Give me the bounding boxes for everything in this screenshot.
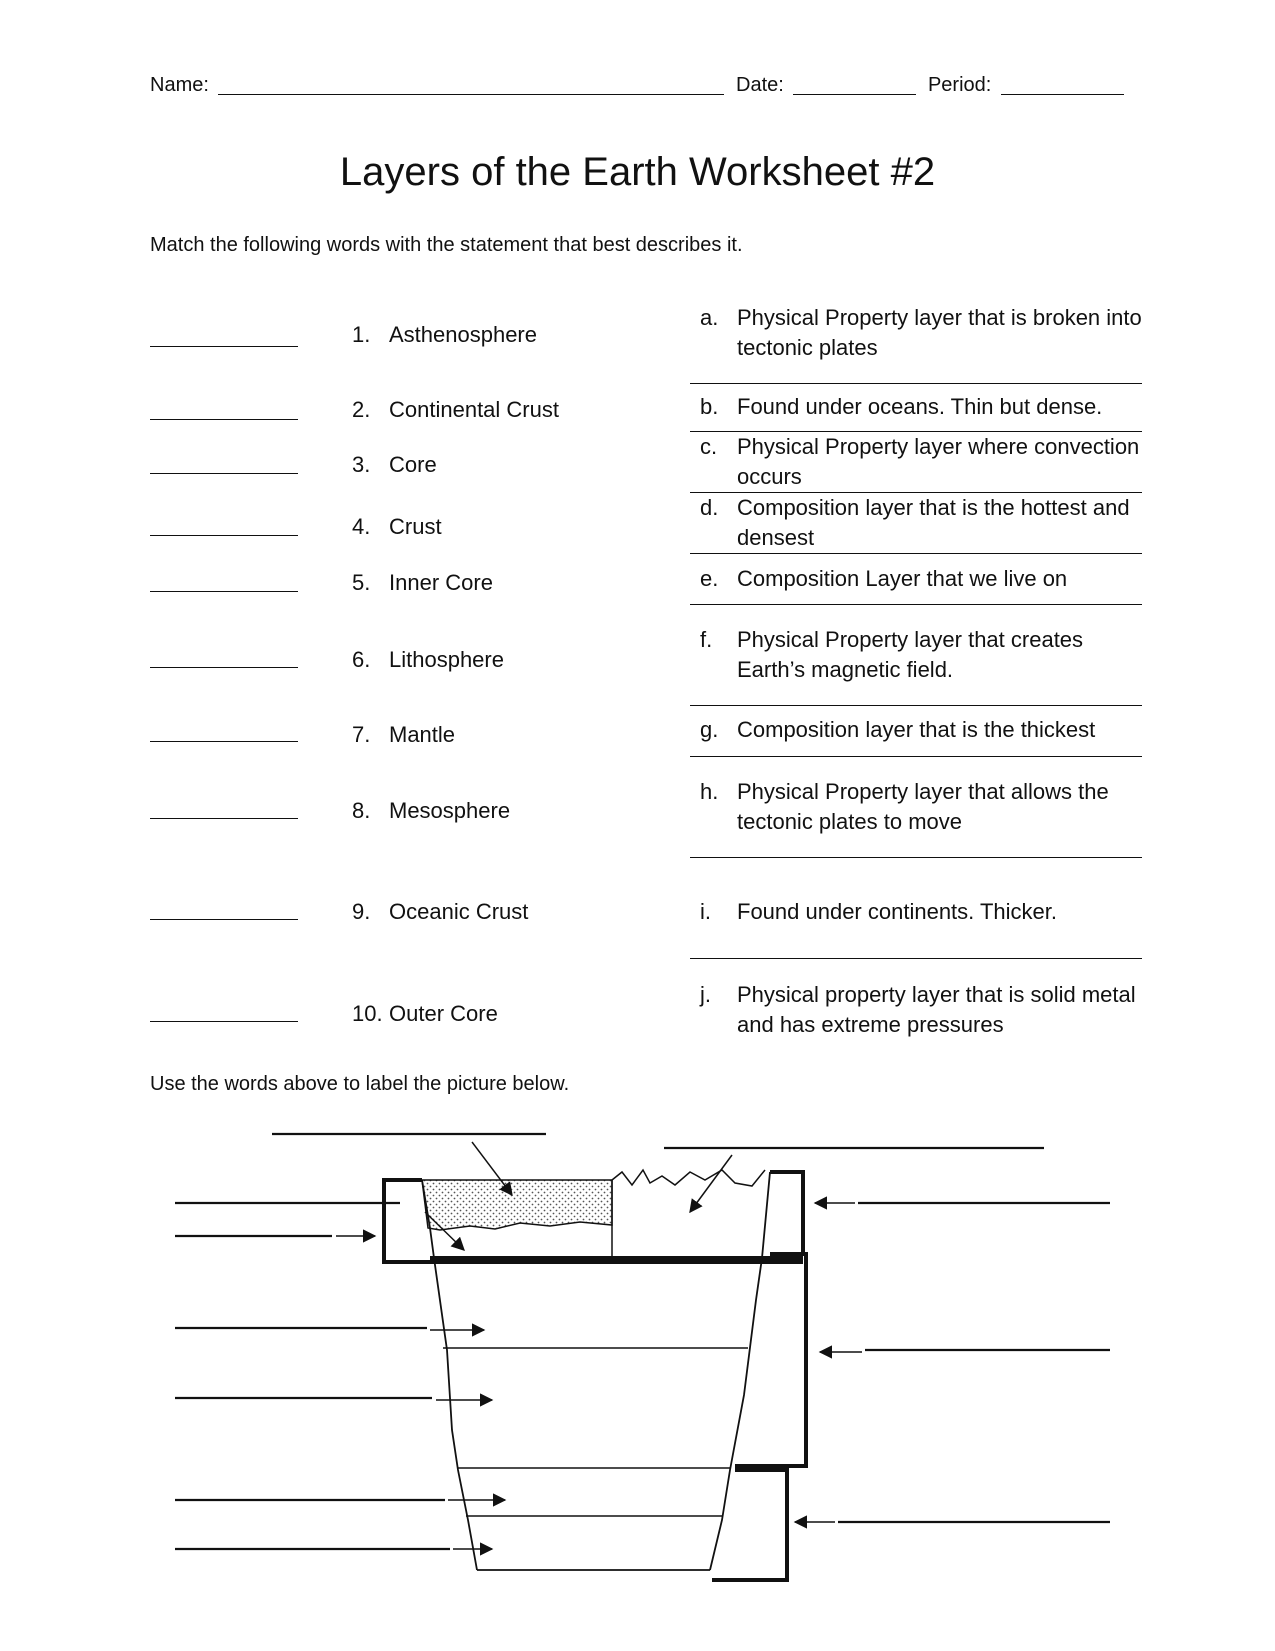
definition-text: Physical Property layer that creates Earth’s magnetic field.: [737, 627, 1084, 682]
term-label: Continental Crust: [389, 397, 559, 422]
definition-text: Found under continents. Thicker.: [737, 899, 1058, 924]
definition-text: Physical Property layer that is broken into tectonic plates: [737, 305, 1142, 360]
term-label: Mesosphere: [389, 798, 511, 823]
definition-text: Physical property layer that is solid metal and has extreme pressures: [737, 982, 1136, 1037]
term-number: 9.: [352, 899, 371, 924]
page-title: Layers of the Earth Worksheet #2: [339, 150, 936, 194]
pointer-arrow: [690, 1155, 732, 1212]
definition-letter: f.: [700, 627, 713, 652]
continental-crust-outline: [612, 1170, 765, 1258]
term-label: Asthenosphere: [389, 322, 537, 347]
name-label: Name:: [150, 74, 209, 96]
definition-text: Physical Property layer that allows the tectonic plates to move: [737, 779, 1109, 834]
bracket-right-top: [770, 1172, 803, 1254]
oceanic-crust-region: [422, 1180, 612, 1230]
date-label: Date:: [736, 74, 784, 96]
term-label: Mantle: [389, 722, 456, 747]
definition-letter: c.: [700, 434, 718, 459]
diagram-instructions: Use the words above to label the picture below.: [150, 1073, 570, 1095]
definition-letter: e.: [700, 566, 719, 591]
term-label: Core: [389, 452, 437, 477]
term-label: Inner Core: [389, 570, 493, 595]
definition-letter: h.: [700, 779, 719, 804]
term-label: Lithosphere: [389, 647, 504, 672]
term-label: Outer Core: [389, 1001, 498, 1026]
definition-letter: j.: [700, 982, 711, 1007]
term-number: 7.: [352, 722, 371, 747]
definition-letter: a.: [700, 305, 719, 330]
term-number: 1.: [352, 322, 371, 347]
term-number: 4.: [352, 514, 371, 539]
matching-instructions: Match the following words with the statement that best describes it.: [150, 234, 743, 256]
bracket-right-bottom: [712, 1470, 787, 1580]
layer-wall-left: [422, 1180, 477, 1570]
term-number: 6.: [352, 647, 371, 672]
definition-text: Composition layer that is the hottest and densest: [737, 495, 1130, 550]
term-label: Crust: [389, 514, 442, 539]
bracket-right-middle: [735, 1254, 806, 1466]
definition-letter: d.: [700, 495, 719, 520]
definition-letter: b.: [700, 394, 719, 419]
layer-wall-right: [710, 1172, 770, 1570]
term-number: 8.: [352, 798, 371, 823]
term-number: 2.: [352, 397, 371, 422]
term-number: 3.: [352, 452, 371, 477]
period-label: Period:: [927, 74, 992, 96]
term-label: Oceanic Crust: [389, 899, 529, 924]
definition-text: Found under oceans. Thin but dense.: [737, 394, 1103, 419]
definition-text: Composition layer that is the thickest: [737, 717, 1096, 742]
term-number: 10.: [352, 1001, 383, 1026]
definition-text: Physical Property layer where convection occurs: [737, 434, 1140, 489]
definition-letter: i.: [700, 899, 711, 924]
term-number: 5.: [352, 570, 371, 595]
definition-letter: g.: [700, 717, 719, 742]
definition-text: Composition Layer that we live on: [737, 566, 1068, 591]
